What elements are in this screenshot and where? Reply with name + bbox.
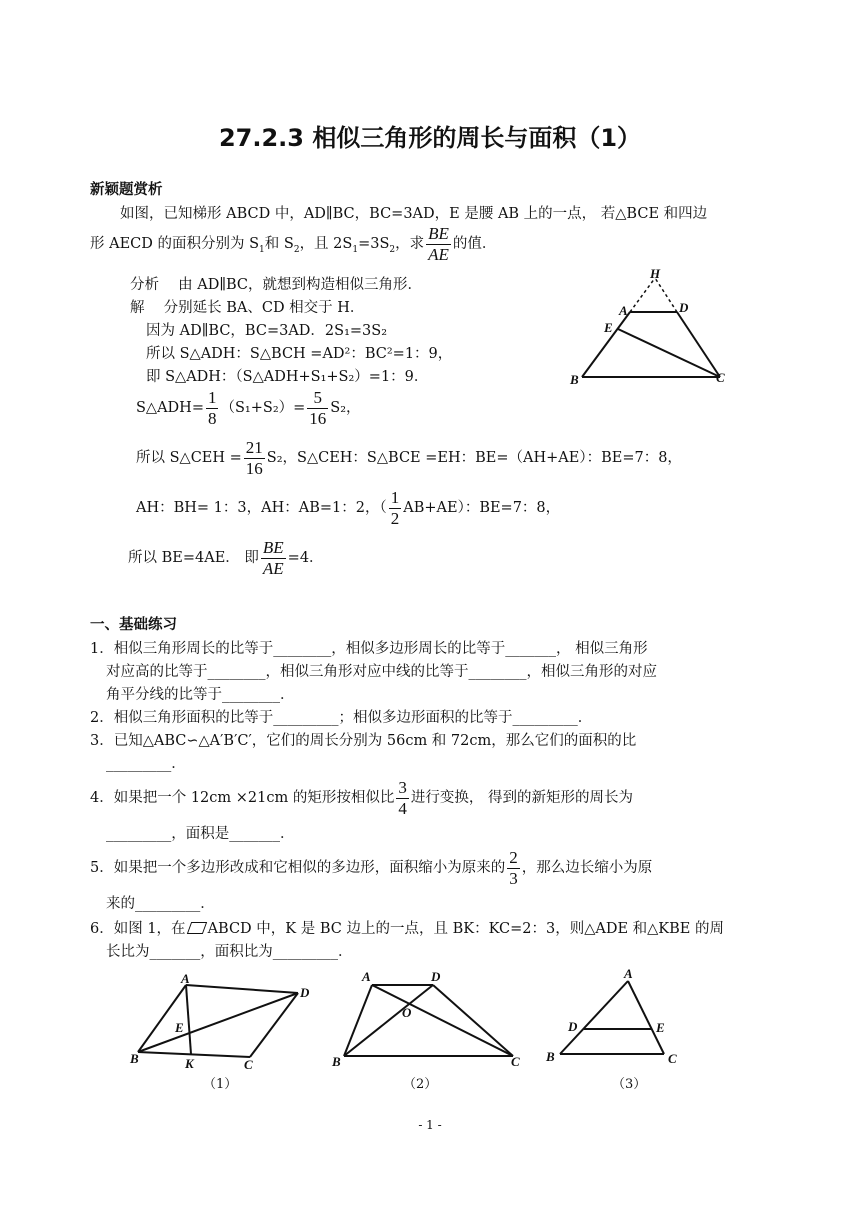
- solution-step-4: S△ADH= $\frac{1}{8}$ （S₁+S₂）= $\frac{5}{16}$ S₂，: [136, 388, 361, 428]
- exercise-3-line-1: 3．已知△ABC∽△A′B′C′，它们的周长分别为 56cm 和 72cm，那么它们的面积的比: [90, 733, 637, 749]
- label-e: E: [604, 320, 613, 335]
- section-heading-new: 新颖题赏析: [90, 182, 163, 198]
- exercise-2: 2．相似三角形面积的比等于_________；相似多边形面积的比等于_________．: [90, 710, 593, 726]
- exercise-1-line-3: 角平分线的比等于________．: [106, 687, 295, 703]
- fraction-be-ae: $\frac{BE}{AE}$: [428, 224, 449, 264]
- fig3-label-b: B: [546, 1049, 555, 1064]
- figure-1-parallelogram: [128, 970, 318, 1070]
- exercise-3-line-2: _________．: [106, 756, 186, 772]
- section-heading-basic: 一、基础练习: [90, 617, 177, 633]
- exercise-1-line-2: 对应高的比等于________，相似三角形对应中线的比等于________，相似三角形的对应: [106, 664, 657, 680]
- solution-line: 解 分别延长 BA、CD 相交于 H．: [130, 300, 365, 316]
- label-a: A: [619, 303, 628, 318]
- fig1-label-a: A: [181, 971, 190, 986]
- solution-step-1: 因为 AD∥BC，BC=3AD．2S₁=3S₂: [146, 323, 388, 339]
- solution-step-5: 所以 S△CEH = $\frac{21}{16}$ S₂，S△CEH：S△BCE =EH：BE=（AH+AE）：BE=7：8，: [136, 438, 682, 478]
- trapezoid-figure: [560, 262, 740, 390]
- solution-step-2: 所以 S△ADH：S△BCH =AD²：BC²=1：9，: [146, 346, 453, 362]
- fig2-label-a: A: [362, 969, 371, 984]
- fig2-label-o: O: [402, 1005, 412, 1020]
- exercise-4-line-2: _________，面积是_______．: [106, 826, 295, 842]
- figure-2-caption: （2）: [403, 1077, 438, 1092]
- fig3-label-e: E: [656, 1020, 665, 1035]
- figure-3-caption: （3）: [612, 1077, 647, 1092]
- problem-line-1: 如图，已知梯形 ABCD 中，AD∥BC，BC=3AD，E 是腰 AB 上的一点， 若△BCE 和四边: [120, 206, 708, 222]
- fig1-label-c: C: [244, 1057, 253, 1070]
- figure-1-caption: （1）: [203, 1077, 238, 1092]
- analysis-line: 分析 由 AD∥BC，就想到构造相似三角形．: [130, 277, 423, 293]
- solution-step-6: AH：BH= 1：3，AH：AB=1：2，（ $\frac{1}{2}$ AB+AE）：BE=7：8，: [136, 488, 561, 528]
- page-number: - 1 -: [418, 1118, 442, 1132]
- problem-line-2: 形 AECD 的面积分别为 $S_1$和 $S_2$，且 $2S_1=3S_2$，求 $\frac{BE}{AE}$ 的值．: [90, 224, 497, 264]
- exercise-6-line-1: 6．如图 1，在 ABCD 中，K 是 BC 边上的一点，且 BK：KC=2：3，则△ADE 和△KBE 的周: [90, 921, 724, 937]
- exercise-1-line-1: 1．相似三角形周长的比等于________，相似多边形周长的比等于_______， 相似三角形: [90, 641, 648, 657]
- label-c: C: [716, 370, 725, 385]
- fig3-label-c: C: [668, 1051, 677, 1066]
- page-title: 27.2.3 相似三角形的周长与面积（1）: [218, 124, 642, 152]
- label-d: D: [679, 300, 689, 315]
- fig2-label-d: D: [431, 969, 441, 984]
- label-b: B: [570, 372, 579, 387]
- fig1-label-d: D: [300, 985, 310, 1000]
- fig1-label-e: E: [175, 1020, 184, 1035]
- figure-3-triangle: [540, 965, 690, 1070]
- fig1-label-b: B: [130, 1051, 139, 1066]
- fig2-label-b: B: [332, 1054, 341, 1069]
- exercise-5-line-1: 5．如果把一个多边形改成和它相似的多边形，面积缩小为原来的 $\frac{2}{3}$ ，那么边长缩小为原: [90, 848, 653, 888]
- fig3-label-a: A: [624, 966, 633, 981]
- fig2-label-c: C: [511, 1054, 520, 1069]
- fig1-label-k: K: [185, 1056, 194, 1070]
- exercise-4-line-1: 4．如果把一个 12cm ×21cm 的矩形按相似比 $\frac{3}{4}$ 进行变换， 得到的新矩形的周长为: [90, 778, 633, 818]
- exercise-6-line-2: 长比为_______，面积比为_________．: [106, 944, 353, 960]
- solution-conclusion: 所以 BE=4AE． 即 $\frac{BE}{AE}$ =4．: [128, 538, 324, 578]
- figure-2-trapezoid: [330, 965, 525, 1070]
- label-h: H: [650, 266, 661, 281]
- exercise-5-line-2: 来的_________．: [106, 896, 215, 912]
- fig3-label-d: D: [568, 1019, 578, 1034]
- solution-step-3: 即 S△ADH：（S△ADH+S₁+S₂）=1：9．: [146, 369, 429, 385]
- parallelogram-icon: [186, 922, 206, 934]
